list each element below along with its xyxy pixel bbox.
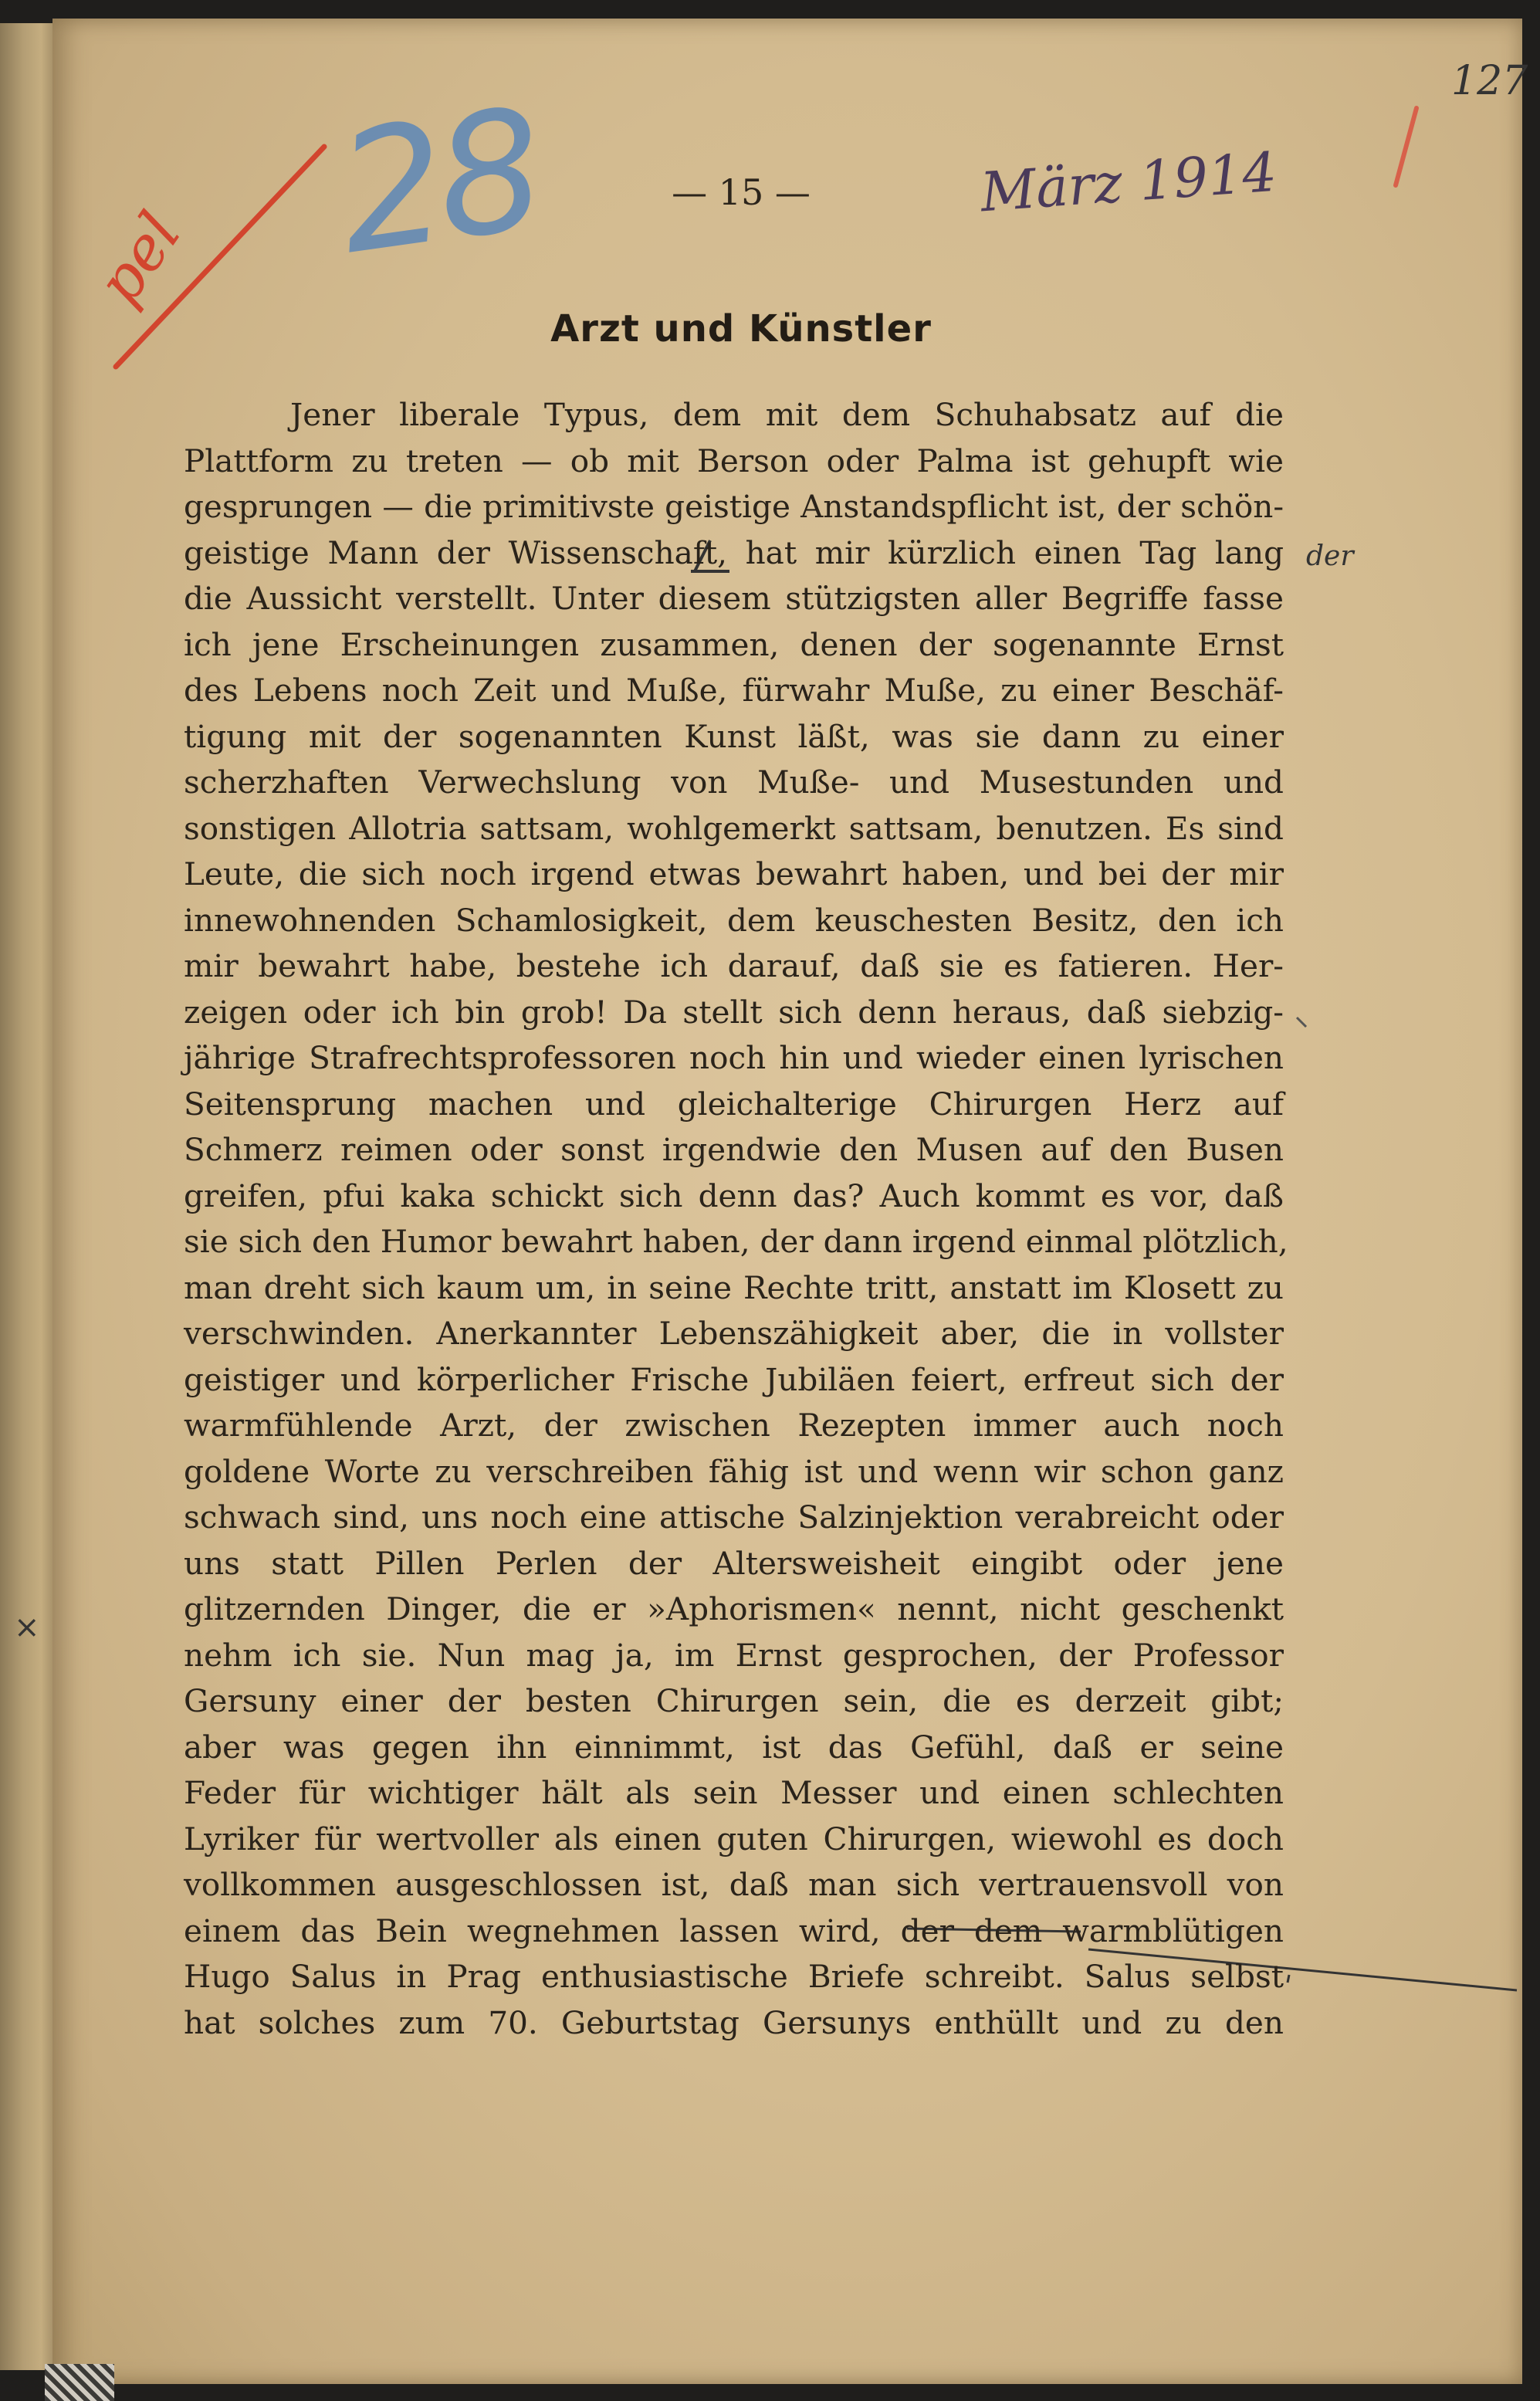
body-line: jährige Strafrechtsprofessoren noch hin und wieder einen lyrischen — [184, 1039, 1284, 1076]
body-line: verschwinden. Anerkannter Lebenszähigkeit aber, die in vollster — [184, 1315, 1284, 1352]
body-line: geistiger und körperlicher Frische Jubiläen feiert, erfreut sich der — [184, 1360, 1284, 1398]
body-line: Feder für wichtiger hält als sein Messer und einen schlechten — [184, 1774, 1284, 1811]
body-line: scherzhaften Verwechslung von Muße- und Musestunden und — [184, 764, 1284, 801]
body-line: innewohnenden Schamlosigkeit, dem keuschesten Besitz, den ich — [184, 901, 1284, 939]
article-title: Arzt und Künstler — [550, 307, 932, 350]
body-line: des Lebens noch Zeit und Muße, fürwahr Muße, zu einer Beschäf- — [184, 672, 1284, 709]
body-line: mir bewahrt habe, bestehe ich darauf, daß sie es fatieren. Her- — [184, 947, 1284, 984]
body-line: tigung mit der sogenannten Kunst läßt, was sie dann zu einer — [184, 717, 1284, 755]
body-line: geistige Mann der Wissenschaft, hat mir kürzlich einen Tag lang — [184, 533, 1284, 571]
crossed-word-strike — [1288, 1975, 1289, 1983]
body-line: man dreht sich kaum um, in seine Rechte tritt, anstatt im Klosett zu — [184, 1268, 1284, 1306]
body-line: greifen, pfui kaka schickt sich denn das? Auch kommt es vor, daß — [184, 1177, 1284, 1214]
body-line: Leute, die sich noch irgend etwas bewahrt haben, und bei der mir — [184, 855, 1284, 892]
underline-mark — [1297, 1018, 1306, 1027]
body-line: uns statt Pillen Perlen der Altersweisheit eingibt oder jene — [184, 1544, 1284, 1582]
body-line: Hugo Salus in Prag enthusiastische Briefe schreibt. Salus selbst — [184, 1958, 1284, 1995]
page-number: — 15 — — [672, 171, 811, 213]
body-line: Lyriker für wertvoller als einen guten Chirurgen, wiewohl es doch — [184, 1820, 1284, 1857]
body-line: sie sich den Humor bewahrt haben, der dann irgend einmal plötzlich, — [184, 1223, 1288, 1260]
margin-correction-note: der — [1306, 540, 1354, 572]
body-line: vollkommen ausgeschlossen ist, daß man sich vertrauensvoll von — [184, 1866, 1284, 1903]
body-line: hat solches zum 70. Geburtstag Gersunys enthüllt und zu den — [184, 2003, 1284, 2041]
body-line: aber was gegen ihn einnimmt, ist das Gefühl, daß er seine — [184, 1728, 1284, 1766]
corner-folio-number: 127 — [1451, 58, 1528, 104]
margin-cross-mark: × — [14, 1610, 40, 1645]
red-pencil-note: pel — [83, 200, 195, 317]
body-line: glitzernden Dinger, die er »Aphorismen« nennt, nicht geschenkt — [184, 1590, 1284, 1627]
body-line: warmfühlende Arzt, der zwischen Rezepten immer auch noch — [184, 1407, 1284, 1444]
body-line: Schmerz reimen oder sonst irgendwie den Musen auf den Busen — [184, 1131, 1284, 1168]
body-line: Gersuny einer der besten Chirurgen sein, die es derzeit gibt; — [184, 1682, 1284, 1719]
body-line: sonstigen Allotria sattsam, wohlgemerkt sattsam, benutzen. Es sind — [184, 809, 1284, 847]
body-line: gesprungen — die primitivste geistige Anstandspflicht ist, der schön- — [184, 488, 1284, 525]
body-line: Jener liberale Typus, dem mit dem Schuhabsatz auf die — [290, 396, 1284, 433]
article-body — [184, 392, 1288, 2046]
body-line: schwach sind, uns noch eine attische Salzinjektion verabreicht oder — [184, 1499, 1284, 1536]
body-line: die Aussicht verstellt. Unter diesem stützigsten aller Begriffe fasse — [184, 580, 1284, 617]
blue-crayon-number: 28 — [327, 72, 548, 292]
body-line: Seitensprung machen und gleichalterige Chirurgen Herz auf — [184, 1085, 1284, 1123]
body-line: ich jene Erscheinungen zusammen, denen der sogenannte Ernst — [184, 625, 1284, 663]
body-line: einem das Bein wegnehmen lassen wird, der dem warmblütigen — [184, 1912, 1284, 1949]
body-line: nehm ich sie. Nun mag ja, im Ernst gesprochen, der Professor — [184, 1636, 1284, 1674]
body-line: Plattform zu treten — ob mit Berson oder Palma ist gehupft wie — [184, 442, 1284, 479]
handwritten-date: März 1914 — [978, 140, 1279, 225]
body-line: zeigen oder ich bin grob! Da stellt sich denn heraus, daß siebzig- — [184, 993, 1284, 1031]
red-pencil-tick — [1396, 108, 1416, 185]
body-line: goldene Worte zu verschreiben fähig ist und wenn wir schon ganz — [184, 1452, 1284, 1490]
